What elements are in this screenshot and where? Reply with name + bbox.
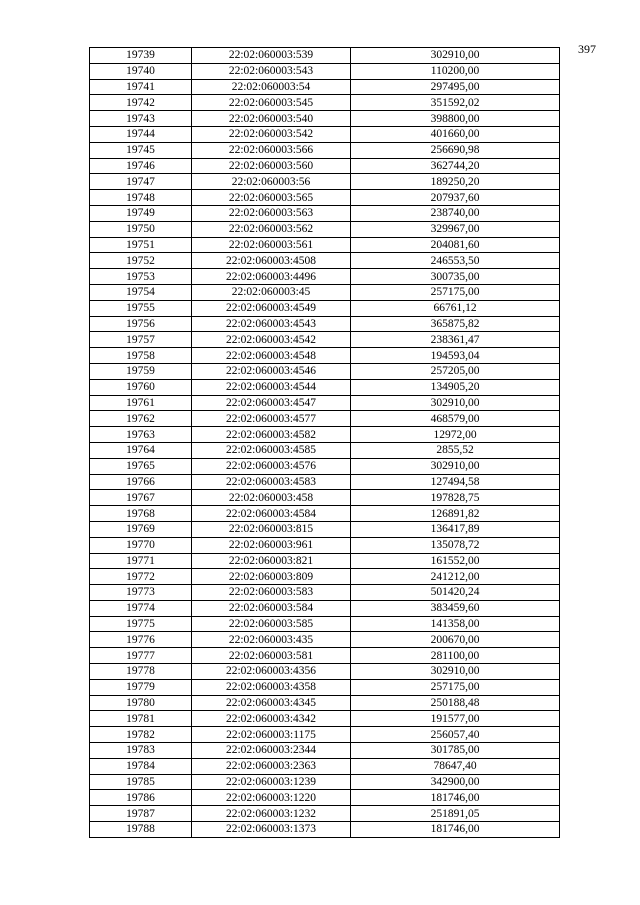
row-number-cell: 19741 (90, 79, 192, 95)
row-number-cell: 19784 (90, 758, 192, 774)
cadastral-number-cell: 22:02:060003:1175 (192, 727, 351, 743)
table-row (90, 758, 560, 774)
table-row (90, 632, 560, 648)
cadastral-number-cell: 22:02:060003:1220 (192, 790, 351, 806)
table-row (90, 174, 560, 190)
cadastral-number-cell: 22:02:060003:543 (192, 63, 351, 79)
table-row (90, 316, 560, 332)
value-cell: 398800,00 (351, 111, 560, 127)
cadastral-number-cell: 22:02:060003:565 (192, 190, 351, 206)
cadastral-number-cell: 22:02:060003:4542 (192, 332, 351, 348)
table-row (90, 474, 560, 490)
row-number-cell: 19740 (90, 63, 192, 79)
value-cell: 468579,00 (351, 411, 560, 427)
row-number-cell: 19752 (90, 253, 192, 269)
cadastral-number-cell: 22:02:060003:961 (192, 537, 351, 553)
cadastral-number-cell: 22:02:060003:566 (192, 142, 351, 158)
table-row (90, 95, 560, 111)
row-number-cell: 19757 (90, 332, 192, 348)
table-row (90, 506, 560, 522)
value-cell: 78647,40 (351, 758, 560, 774)
cadastral-value-table (89, 47, 560, 838)
table-row (90, 190, 560, 206)
table-row (90, 111, 560, 127)
value-cell: 256057,40 (351, 727, 560, 743)
row-number-cell: 19759 (90, 363, 192, 379)
value-cell: 238740,00 (351, 205, 560, 221)
cadastral-number-cell: 22:02:060003:4582 (192, 427, 351, 443)
table-row (90, 521, 560, 537)
row-number-cell: 19788 (90, 822, 192, 838)
table-row (90, 790, 560, 806)
cadastral-number-cell: 22:02:060003:2344 (192, 743, 351, 759)
value-cell: 127494,58 (351, 474, 560, 490)
row-number-cell: 19756 (90, 316, 192, 332)
row-number-cell: 19780 (90, 695, 192, 711)
value-cell: 204081,60 (351, 237, 560, 253)
cadastral-number-cell: 22:02:060003:458 (192, 490, 351, 506)
cadastral-number-cell: 22:02:060003:4583 (192, 474, 351, 490)
value-cell: 302910,00 (351, 395, 560, 411)
cadastral-number-cell: 22:02:060003:815 (192, 521, 351, 537)
value-cell: 161552,00 (351, 553, 560, 569)
row-number-cell: 19743 (90, 111, 192, 127)
row-number-cell: 19779 (90, 679, 192, 695)
row-number-cell: 19762 (90, 411, 192, 427)
table-row (90, 648, 560, 664)
table-row (90, 63, 560, 79)
value-cell: 194593,04 (351, 348, 560, 364)
value-cell: 181746,00 (351, 790, 560, 806)
value-cell: 301785,00 (351, 743, 560, 759)
value-cell: 362744,20 (351, 158, 560, 174)
row-number-cell: 19765 (90, 458, 192, 474)
cadastral-number-cell: 22:02:060003:4585 (192, 442, 351, 458)
value-cell: 342900,00 (351, 774, 560, 790)
table-row (90, 727, 560, 743)
table-row (90, 664, 560, 680)
table-row (90, 774, 560, 790)
cadastral-number-cell: 22:02:060003:540 (192, 111, 351, 127)
cadastral-number-cell: 22:02:060003:584 (192, 600, 351, 616)
table-row (90, 395, 560, 411)
row-number-cell: 19764 (90, 442, 192, 458)
row-number-cell: 19751 (90, 237, 192, 253)
cadastral-number-cell: 22:02:060003:583 (192, 585, 351, 601)
table-row (90, 553, 560, 569)
table-row (90, 679, 560, 695)
cadastral-number-cell: 22:02:060003:542 (192, 126, 351, 142)
table-row (90, 284, 560, 300)
cadastral-number-cell: 22:02:060003:809 (192, 569, 351, 585)
row-number-cell: 19770 (90, 537, 192, 553)
row-number-cell: 19753 (90, 269, 192, 285)
row-number-cell: 19767 (90, 490, 192, 506)
row-number-cell: 19766 (90, 474, 192, 490)
cadastral-number-cell: 22:02:060003:54 (192, 79, 351, 95)
value-cell: 257175,00 (351, 284, 560, 300)
row-number-cell: 19748 (90, 190, 192, 206)
value-cell: 2855,52 (351, 442, 560, 458)
cadastral-number-cell: 22:02:060003:56 (192, 174, 351, 190)
row-number-cell: 19747 (90, 174, 192, 190)
value-cell: 200670,00 (351, 632, 560, 648)
row-number-cell: 19771 (90, 553, 192, 569)
table-row (90, 158, 560, 174)
table-row (90, 348, 560, 364)
cadastral-number-cell: 22:02:060003:4547 (192, 395, 351, 411)
cadastral-number-cell: 22:02:060003:4546 (192, 363, 351, 379)
cadastral-number-cell: 22:02:060003:4345 (192, 695, 351, 711)
value-cell: 238361,47 (351, 332, 560, 348)
cadastral-number-cell: 22:02:060003:4358 (192, 679, 351, 695)
row-number-cell: 19744 (90, 126, 192, 142)
value-cell: 302910,00 (351, 48, 560, 64)
table-row (90, 48, 560, 64)
cadastral-number-cell: 22:02:060003:560 (192, 158, 351, 174)
value-cell: 302910,00 (351, 458, 560, 474)
row-number-cell: 19773 (90, 585, 192, 601)
row-number-cell: 19768 (90, 506, 192, 522)
row-number-cell: 19758 (90, 348, 192, 364)
table-row (90, 332, 560, 348)
cadastral-number-cell: 22:02:060003:4544 (192, 379, 351, 395)
value-cell: 365875,82 (351, 316, 560, 332)
table-row (90, 537, 560, 553)
value-cell: 181746,00 (351, 822, 560, 838)
cadastral-number-cell: 22:02:060003:545 (192, 95, 351, 111)
cadastral-number-cell: 22:02:060003:585 (192, 616, 351, 632)
row-number-cell: 19746 (90, 158, 192, 174)
value-cell: 135078,72 (351, 537, 560, 553)
row-number-cell: 19760 (90, 379, 192, 395)
value-cell: 136417,89 (351, 521, 560, 537)
value-cell: 281100,00 (351, 648, 560, 664)
cadastral-number-cell: 22:02:060003:1373 (192, 822, 351, 838)
cadastral-number-cell: 22:02:060003:4549 (192, 300, 351, 316)
value-cell: 302910,00 (351, 664, 560, 680)
row-number-cell: 19774 (90, 600, 192, 616)
row-number-cell: 19755 (90, 300, 192, 316)
cadastral-number-cell: 22:02:060003:581 (192, 648, 351, 664)
row-number-cell: 19785 (90, 774, 192, 790)
value-cell: 134905,20 (351, 379, 560, 395)
row-number-cell: 19775 (90, 616, 192, 632)
value-cell: 251891,05 (351, 806, 560, 822)
cadastral-number-cell: 22:02:060003:4577 (192, 411, 351, 427)
value-cell: 401660,00 (351, 126, 560, 142)
table-row (90, 442, 560, 458)
value-cell: 257175,00 (351, 679, 560, 695)
row-number-cell: 19781 (90, 711, 192, 727)
table-row (90, 221, 560, 237)
value-cell: 110200,00 (351, 63, 560, 79)
table-row (90, 411, 560, 427)
value-cell: 250188,48 (351, 695, 560, 711)
table-row (90, 569, 560, 585)
value-cell: 351592,02 (351, 95, 560, 111)
row-number-cell: 19763 (90, 427, 192, 443)
cadastral-number-cell: 22:02:060003:561 (192, 237, 351, 253)
table-row (90, 237, 560, 253)
row-number-cell: 19782 (90, 727, 192, 743)
value-cell: 189250,20 (351, 174, 560, 190)
row-number-cell: 19769 (90, 521, 192, 537)
table-row (90, 616, 560, 632)
table-row (90, 300, 560, 316)
value-cell: 383459,60 (351, 600, 560, 616)
value-cell: 246553,50 (351, 253, 560, 269)
row-number-cell: 19777 (90, 648, 192, 664)
table-row (90, 427, 560, 443)
cadastral-number-cell: 22:02:060003:4342 (192, 711, 351, 727)
value-cell: 329967,00 (351, 221, 560, 237)
row-number-cell: 19739 (90, 48, 192, 64)
table-row (90, 142, 560, 158)
row-number-cell: 19778 (90, 664, 192, 680)
cadastral-number-cell: 22:02:060003:539 (192, 48, 351, 64)
row-number-cell: 19783 (90, 743, 192, 759)
table-row (90, 79, 560, 95)
row-number-cell: 19750 (90, 221, 192, 237)
table-row (90, 363, 560, 379)
value-cell: 297495,00 (351, 79, 560, 95)
row-number-cell: 19786 (90, 790, 192, 806)
cadastral-number-cell: 22:02:060003:4584 (192, 506, 351, 522)
table-row (90, 269, 560, 285)
cadastral-number-cell: 22:02:060003:2363 (192, 758, 351, 774)
cadastral-number-cell: 22:02:060003:435 (192, 632, 351, 648)
table-row (90, 806, 560, 822)
value-cell: 141358,00 (351, 616, 560, 632)
cadastral-number-cell: 22:02:060003:1239 (192, 774, 351, 790)
cadastral-number-cell: 22:02:060003:563 (192, 205, 351, 221)
cadastral-number-cell: 22:02:060003:4543 (192, 316, 351, 332)
value-cell: 300735,00 (351, 269, 560, 285)
value-cell: 241212,00 (351, 569, 560, 585)
table-row (90, 126, 560, 142)
value-cell: 191577,00 (351, 711, 560, 727)
row-number-cell: 19745 (90, 142, 192, 158)
row-number-cell: 19776 (90, 632, 192, 648)
table-row (90, 253, 560, 269)
cadastral-number-cell: 22:02:060003:4576 (192, 458, 351, 474)
table-row (90, 585, 560, 601)
table-row (90, 695, 560, 711)
cadastral-number-cell: 22:02:060003:4496 (192, 269, 351, 285)
value-cell: 66761,12 (351, 300, 560, 316)
page-number: 397 (578, 42, 596, 56)
row-number-cell: 19787 (90, 806, 192, 822)
value-cell: 257205,00 (351, 363, 560, 379)
table-row (90, 822, 560, 838)
cadastral-number-cell: 22:02:060003:562 (192, 221, 351, 237)
cadastral-number-cell: 22:02:060003:45 (192, 284, 351, 300)
cadastral-number-cell: 22:02:060003:1232 (192, 806, 351, 822)
cadastral-number-cell: 22:02:060003:4356 (192, 664, 351, 680)
row-number-cell: 19742 (90, 95, 192, 111)
table-row (90, 490, 560, 506)
row-number-cell: 19772 (90, 569, 192, 585)
table-body (90, 48, 560, 838)
row-number-cell: 19749 (90, 205, 192, 221)
row-number-cell: 19754 (90, 284, 192, 300)
cadastral-number-cell: 22:02:060003:821 (192, 553, 351, 569)
table-row (90, 458, 560, 474)
value-cell: 501420,24 (351, 585, 560, 601)
table-row (90, 711, 560, 727)
table-row (90, 379, 560, 395)
value-cell: 256690,98 (351, 142, 560, 158)
value-cell: 207937,60 (351, 190, 560, 206)
cadastral-number-cell: 22:02:060003:4508 (192, 253, 351, 269)
cadastral-number-cell: 22:02:060003:4548 (192, 348, 351, 364)
row-number-cell: 19761 (90, 395, 192, 411)
table-row (90, 205, 560, 221)
value-cell: 126891,82 (351, 506, 560, 522)
value-cell: 197828,75 (351, 490, 560, 506)
table-row (90, 600, 560, 616)
table-row (90, 743, 560, 759)
value-cell: 12972,00 (351, 427, 560, 443)
